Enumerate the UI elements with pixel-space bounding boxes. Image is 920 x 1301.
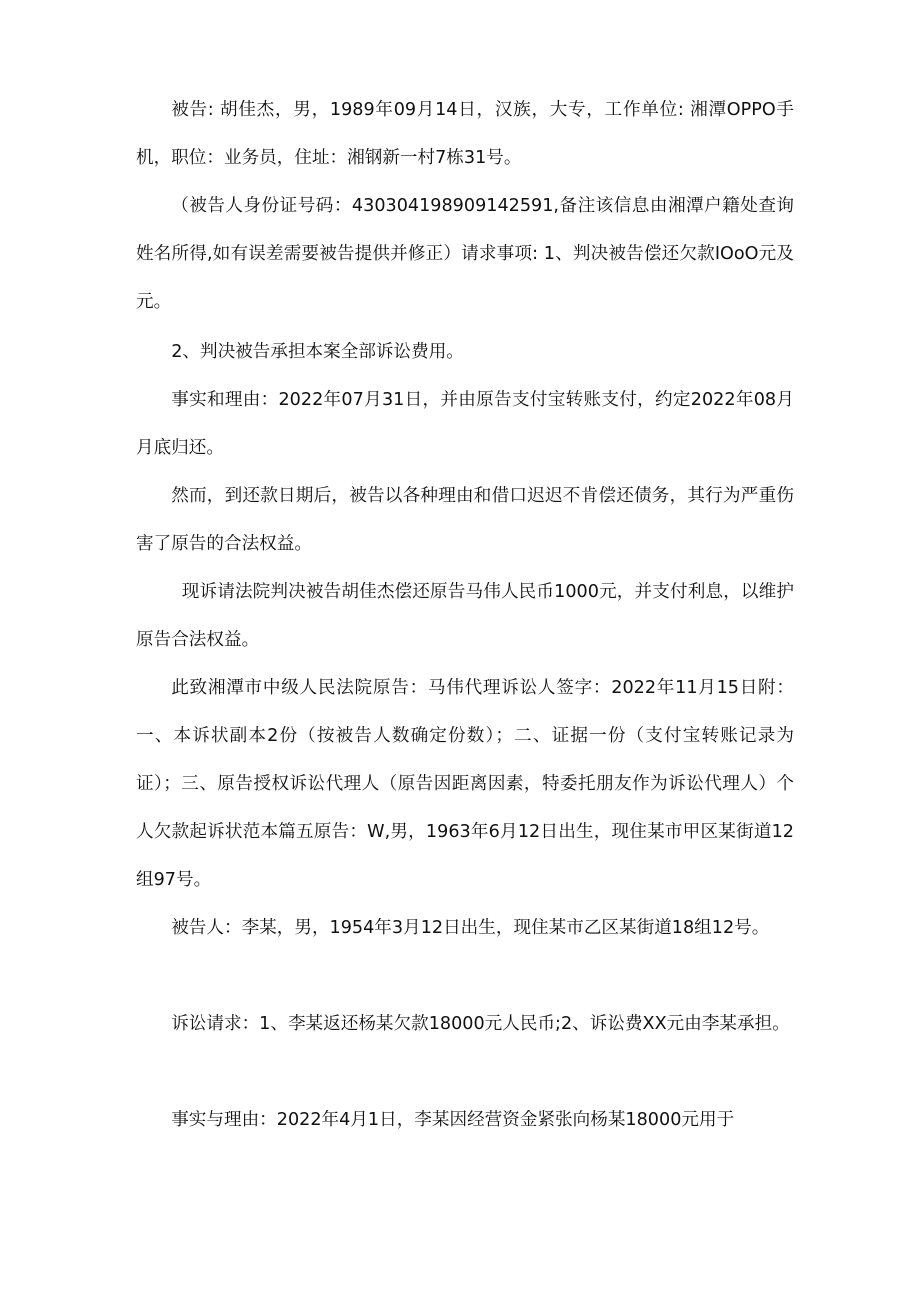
paragraph-defendant-2: 被告人：李某，男，1954年3月12日出生，现住某市乙区某街道18组12号。	[171, 918, 770, 938]
paragraph-facts: 事实和理由：2022年07月31日，并由原告支付宝转账支付，约定2022年08月月底归还。	[136, 390, 794, 458]
paragraph-default: 然而，到还款日期后，被告以各种理由和借口迟迟不肯偿还债务，其行为严重伤害了原告的合法权益。	[136, 486, 794, 554]
paragraph-court-attachments: 此致湘潭市中级人民法院原告：马伟代理诉讼人签字：2022年11月15日附：一、本诉状副本2份（按被告人数确定份数）；二、证据一份（支付宝转账记录为证）；三、原告授权诉讼代理人（原告因距离因素，特委托朋友作为诉讼代理人）个人欠款起诉状范本篇五原告：W,男，1963年6月12日出生，现住某市甲区某街道12组97号。	[136, 678, 794, 890]
paragraph-litigation-claims: 诉讼请求：1、李某返还杨某欠款18000元人民币;2、诉讼费XX元由李某承担。	[171, 1014, 790, 1034]
paragraph-id-and-claims: （被告人身份证号码：430304198909142591,备注该信息由湘潭户籍处查询姓名所得,如有误差需要被告提供并修正）请求事项: 1、判决被告偿还欠款IOoO元及元。	[136, 196, 794, 312]
paragraph-claim-2: 2、判决被告承担本案全部诉讼费用。	[171, 342, 464, 362]
paragraph-facts-2: 事实与理由：2022年4月1日，李某因经营资金紧张向杨某18000元用于	[171, 1110, 735, 1130]
paragraph-defendant-info: 被告: 胡佳杰，男，1989年09月14日，汉族，大专，工作单位: 湘潭OPPO手机，职位：业务员，住址：湘钢新一村7栋31号。	[136, 100, 794, 168]
paragraph-request: 现诉请法院判决被告胡佳杰偿还原告马伟人民币1000元，并支付利息，以维护原告合法权益。	[136, 582, 794, 650]
